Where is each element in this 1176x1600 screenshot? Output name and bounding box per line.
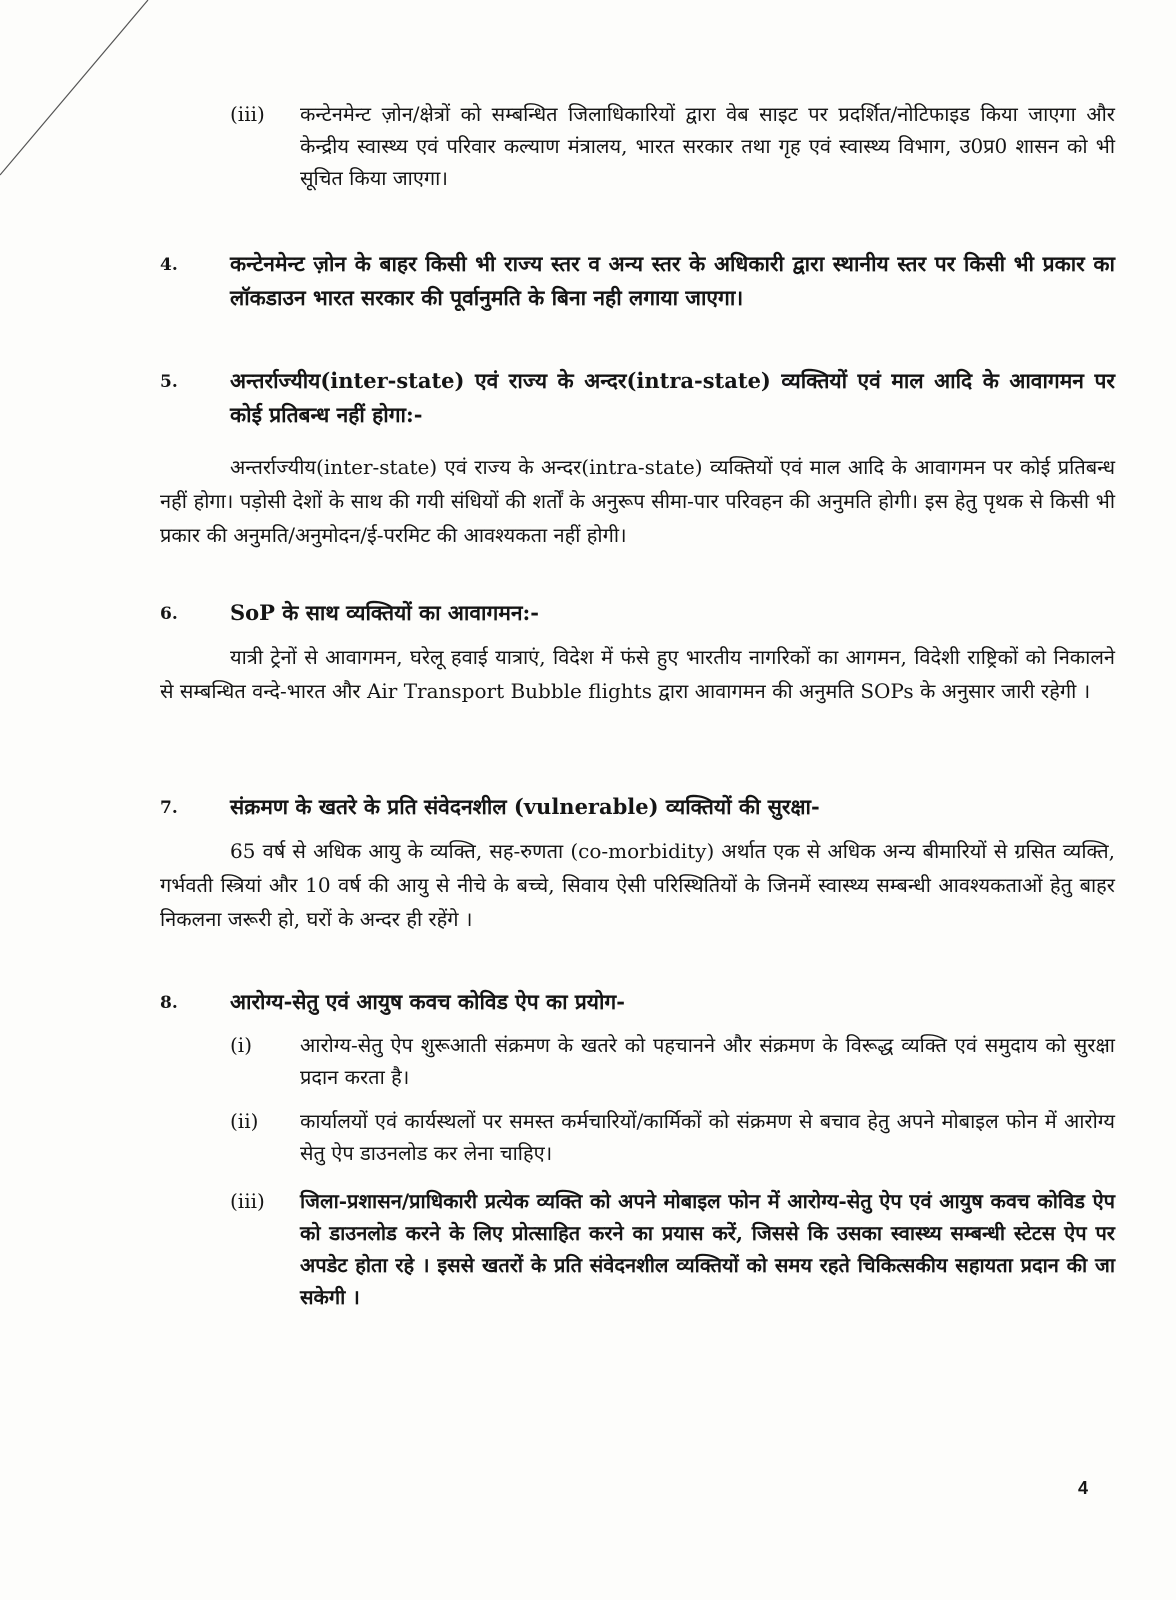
sub-item-text: कार्यालयों एवं कार्यस्थलों पर समस्त कर्मचारियों/कार्मिकों को संक्रमण से बचाव हेतु अपने मोबाइल फोन में आरोग्य सेतु ऐप डाउनलोड कर लेना चाहिए। <box>300 1109 1115 1165</box>
sub-item-number: (ii) <box>230 1109 259 1133</box>
scan-edge-line <box>0 0 160 200</box>
section-body: 65 वर्ष से अधिक आयु के व्यक्ति, सह-रुणता (co-morbidity) अर्थात एक से अधिक अन्य बीमारियों से ग्रसित व्यक्ति, गर्भवती स्त्रियां और 10 वर्ष की आयु से नीचे के बच्चे, सिवाय ऐसी परिस्थितियों के जिनमें स्वास्थ्य सम्बन्धी आवश्यकताओं हेतु बाहर निकलना जरूरी हो, घरों के अन्दर ही रहेंगे । <box>160 839 1115 931</box>
sub-item-number: (iii) <box>230 1189 265 1213</box>
section-number: 6. <box>160 604 178 624</box>
sub-item-number: (i) <box>230 1033 253 1057</box>
section-number: 5. <box>160 372 178 392</box>
section-8 <box>160 985 1115 1345</box>
section-5 <box>160 364 1115 564</box>
section-number: 4. <box>160 255 178 275</box>
item-3-iii <box>160 98 1115 208</box>
section-body: अन्तर्राज्यीय(inter-state) एवं राज्य के अन्दर(intra-state) व्यक्तियों एवं माल आदि के आवागमन पर कोई प्रतिबन्ध नहीं होगा। पड़ोसी देशों के साथ की गयी संधियों की शर्तों के अनुरूप सीमा-पार परिवहन की अनुमति होगी। इस हेतु पृथक से किसी भी प्रकार की अनुमति/अनुमोदन/ई-परमिट की आवश्यकता नहीं होगी। <box>160 455 1115 547</box>
sub-item-text: कन्टेनमेन्ट ज़ोन/क्षेत्रों को सम्बन्धित जिलाधिकारियों द्वारा वेब साइट पर प्रदर्शित/नोटिफाइड किया जाएगा और केन्द्रीय स्वास्थ्य एवं परिवार कल्याण मंत्रालय, भारत सरकार तथा गृह एवं स्वास्थ्य विभाग, उ0प्र0 शासन को भी सूचित किया जाएगा। <box>300 102 1115 190</box>
section-6 <box>160 596 1115 756</box>
section-heading: आरोग्य-सेतु एवं आयुष कवच कोविड ऐप का प्रयोग- <box>230 989 625 1014</box>
section-number: 7. <box>160 798 178 818</box>
section-body: यात्री ट्रेनों से आवागमन, घरेलू हवाई यात्राएं, विदेश में फंसे हुए भारतीय नागरिकों का आगमन, विदेशी राष्ट्रिकों को निकालने से सम्बन्धित वन्दे-भारत और Air Transport Bubble flights द्वारा आवागमन की अनुमति SOPs के अनुसार जारी रहेगी । <box>160 645 1115 703</box>
page-number: 4 <box>1078 1478 1089 1498</box>
section-7 <box>160 790 1115 950</box>
section-heading: SoP के साथ व्यक्तियों का आवागमन:- <box>230 600 539 625</box>
sub-item-text: आरोग्य-सेतु ऐप शुरूआती संक्रमण के खतरे को पहचानने और संक्रमण के विरूद्ध व्यक्ति एवं समुदाय को सुरक्षा प्रदान करता है। <box>300 1033 1115 1089</box>
section-heading: कन्टेनमेन्ट ज़ोन के बाहर किसी भी राज्य स्तर व अन्य स्तर के अधिकारी द्वारा स्थानीय स्तर पर किसी भी प्रकार का लॉकडाउन भारत सरकार की पूर्वानुमति के बिना नही लगाया जाएगा। <box>230 251 1115 310</box>
section-number: 8. <box>160 993 178 1013</box>
section-heading: संक्रमण के खतरे के प्रति संवेदनशील (vulnerable) व्यक्तियों की सुरक्षा- <box>230 794 820 819</box>
sub-item-number: (iii) <box>230 102 265 126</box>
section-4 <box>160 247 1115 327</box>
sub-item-text: जिला-प्रशासन/प्राधिकारी प्रत्येक व्यक्ति को अपने मोबाइल फोन में आरोग्य-सेतु ऐप एवं आयुष कवच कोविड ऐप को डाउनलोड करने के लिए प्रोत्साहित करने का प्रयास करें, जिससे कि उसका स्वास्थ्य सम्बन्धी स्टेटस ऐप पर अपडेट होता रहे । इससे खतरों के प्रति संवेदनशील व्यक्तियों को समय रहते चिकित्सकीय सहायता प्रदान की जा सकेगी । <box>300 1189 1115 1309</box>
section-heading: अन्तर्राज्यीय(inter-state) एवं राज्य के अन्दर(intra-state) व्यक्तियों एवं माल आदि के आवागमन पर कोई प्रतिबन्ध नहीं होगा:- <box>230 368 1115 427</box>
